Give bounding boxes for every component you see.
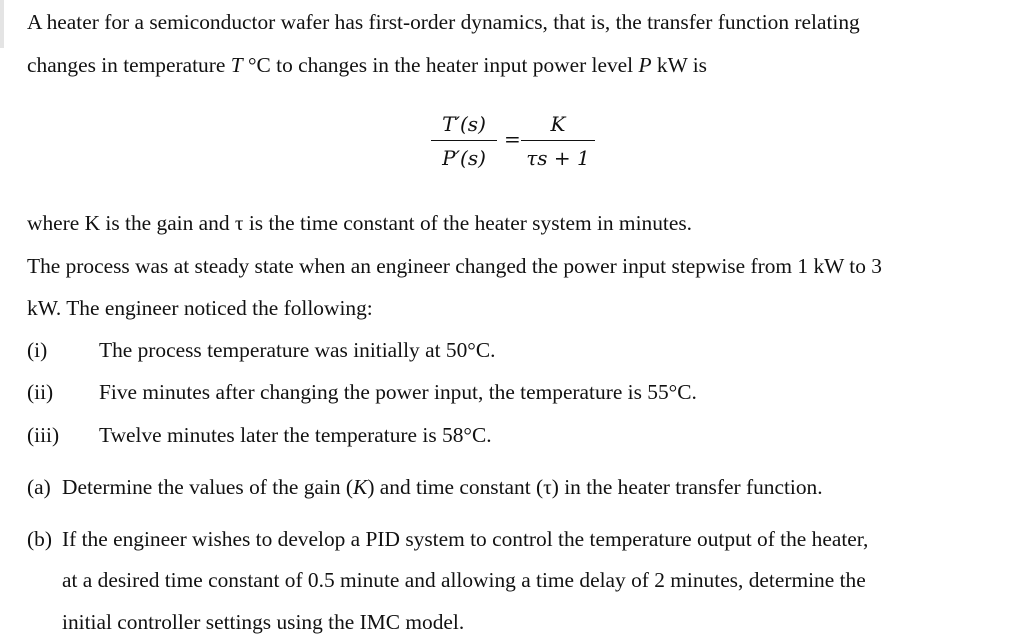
question-b-line-3: initial controller settings using the IMC model. xyxy=(62,610,465,634)
question-b-line-1: If the engineer wishes to develop a PID system to control the temperature output of the heater, xyxy=(62,527,869,551)
process-line-2: kW. The engineer noticed the following: xyxy=(27,296,373,320)
rhs-fraction-bar xyxy=(521,140,595,141)
question-a-pre: Determine the values of the gain ( xyxy=(62,475,354,499)
observation-1-text: The process temperature was initially at 50°C. xyxy=(99,338,496,362)
rhs-fraction xyxy=(521,110,595,172)
question-a-post: ) and time constant (τ) in the heater transfer function. xyxy=(367,475,823,499)
intro-line-2-post: kW is xyxy=(651,53,708,77)
question-a-text xyxy=(62,475,823,500)
variable-K: K xyxy=(353,475,368,499)
observation-3-text: Twelve minutes later the temperature is 58°C. xyxy=(99,423,492,447)
lhs-numerator: T′(s) xyxy=(442,112,486,136)
lhs-fraction xyxy=(431,110,497,172)
observation-2-number: (ii) xyxy=(27,380,54,404)
rhs-denominator: τs + 1 xyxy=(526,146,590,170)
question-b-label: (b) xyxy=(27,527,52,551)
lhs-fraction-bar xyxy=(431,140,497,141)
lhs-denominator: P′(s) xyxy=(442,146,486,170)
intro-line-2-pre: changes in temperature xyxy=(27,53,231,77)
intro-line-2-mid: °C to changes in the heater input power level xyxy=(242,53,639,77)
question-a-label: (a) xyxy=(27,475,51,499)
intro-line-1: A heater for a semiconductor wafer has first-order dynamics, that is, the transfer function relating xyxy=(27,10,860,34)
where-line: where K is the gain and τ is the time constant of the heater system in minutes. xyxy=(27,211,693,235)
rhs-numerator: K xyxy=(550,112,566,136)
left-margin-rule xyxy=(0,0,4,48)
variable-P: P xyxy=(638,53,652,77)
transfer-function-equation xyxy=(27,110,995,180)
observation-2-text: Five minutes after changing the power input, the temperature is 55°C. xyxy=(99,380,697,404)
process-line-1: The process was at steady state when an engineer changed the power input stepwise from 1 kW to 3 xyxy=(27,254,882,278)
observation-1-number: (i) xyxy=(27,338,48,362)
intro-line-2 xyxy=(27,52,707,78)
variable-T: T xyxy=(230,53,243,77)
observation-3-number: (iii) xyxy=(27,423,60,447)
question-b-line-2: at a desired time constant of 0.5 minute and allowing a time delay of 2 minutes, determine the xyxy=(62,568,866,592)
equals-sign: = xyxy=(504,127,521,151)
